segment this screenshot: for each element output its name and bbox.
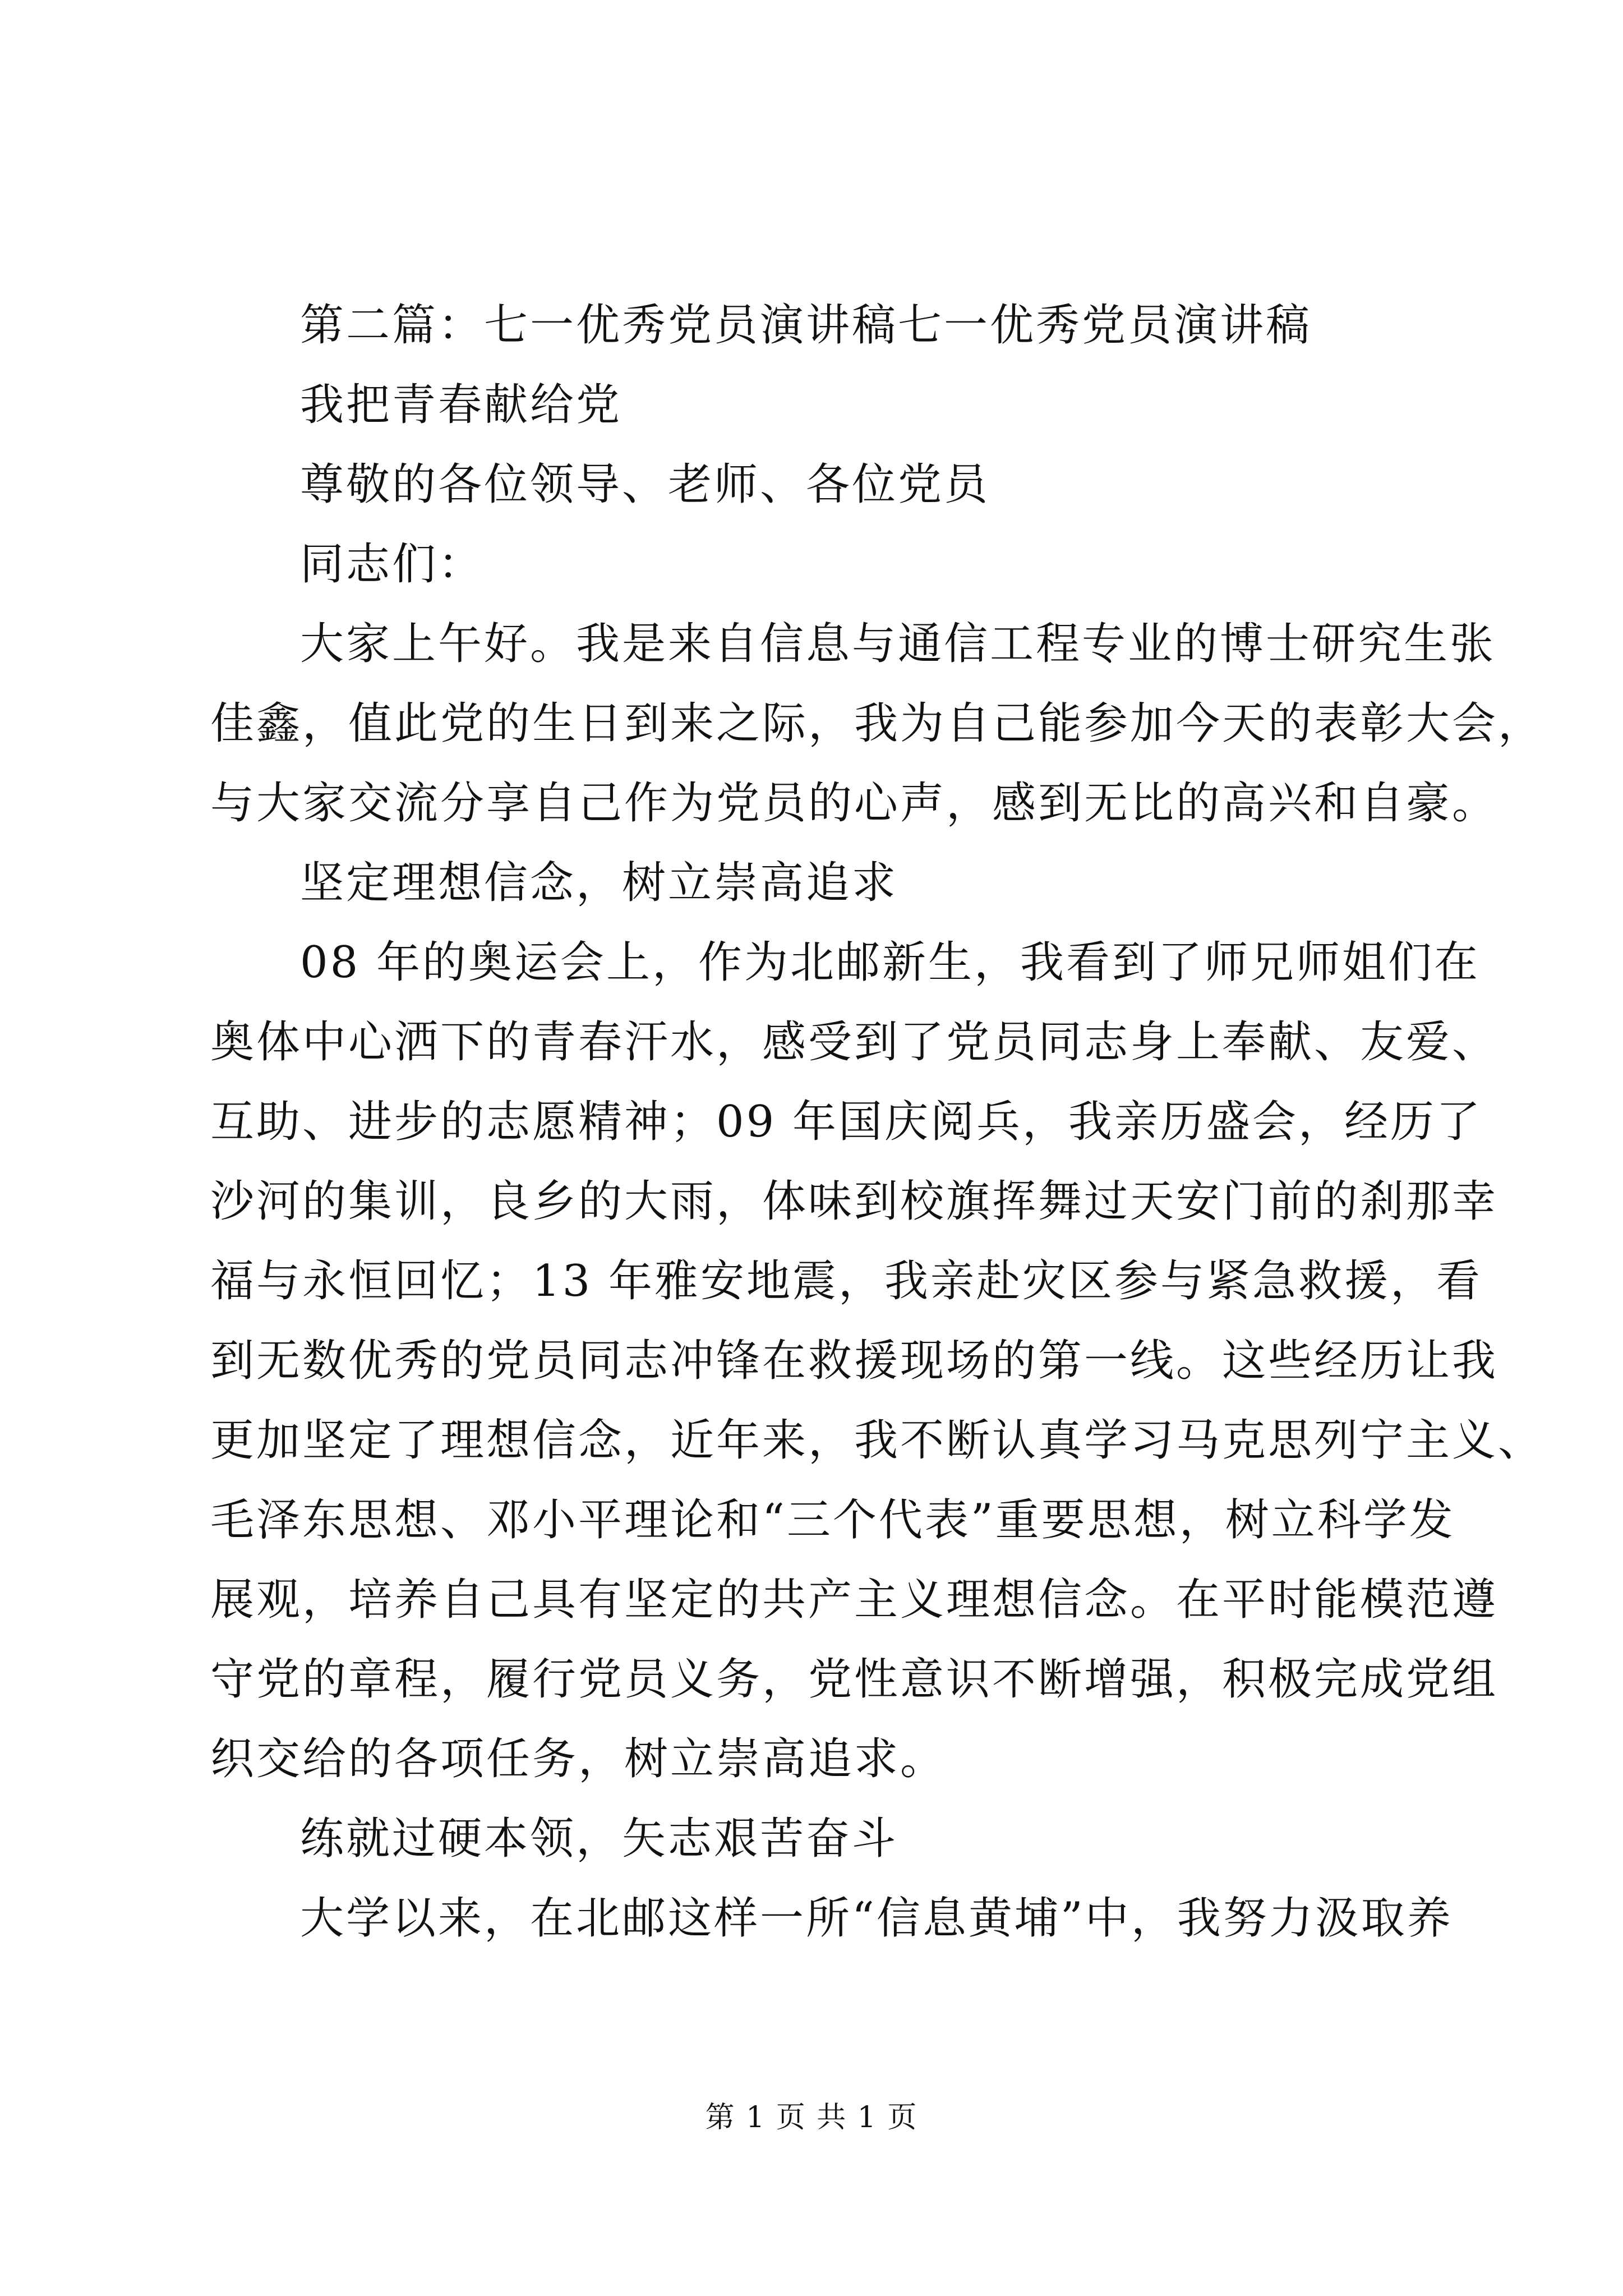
section-heading: 坚定理想信念，树立崇高追求 <box>300 858 898 908</box>
paragraph-line: 佳鑫，值此党的生日到来之际，我为自己能参加今天的表彰大会， <box>210 698 1544 749</box>
section1-paragraph <box>210 935 1544 1787</box>
paragraph-line: 大学以来，在北邮这样一所“信息黄埔”中，我努力汲取养 <box>300 1893 1453 1944</box>
paragraph-line: 展观，培养自己具有坚定的共产主义理想信念。在平时能模范遵 <box>210 1575 1498 1625</box>
greeting: 尊敬的各位领导、老师、各位党员 <box>300 459 990 510</box>
paragraph-line: 更加坚定了理想信念，近年来，我不断认真学习马克思列宁主义、 <box>210 1415 1544 1466</box>
paragraph-line: 奥体中心洒下的青春汗水，感受到了党员同志身上奉献、友爱、 <box>210 1017 1498 1068</box>
page-footer: 第 1 页 共 1 页 <box>705 2101 918 2134</box>
paragraph-line: 08 年的奥运会上，作为北邮新生，我看到了师兄师姐们在 <box>300 937 1481 988</box>
paragraph-line: 福与永恒回忆；13 年雅安地震，我亲赴灾区参与紧急救援，看 <box>210 1256 1483 1306</box>
paragraph-line: 毛泽东思想、邓小平理论和“三个代表”重要思想，树立科学发 <box>210 1495 1455 1545</box>
speech-title: 我把青春献给党 <box>300 380 623 430</box>
paragraph-line: 守党的章程，履行党员义务，党性意识不断增强，积极完成党组 <box>210 1654 1498 1705</box>
intro-paragraph <box>210 616 1544 831</box>
greeting-comrades: 同志们： <box>300 539 485 590</box>
document-title: 第二篇：七一优秀党员演讲稿七一优秀党员演讲稿 <box>300 300 1312 351</box>
paragraph-line: 互助、进步的志愿精神；09 年国庆阅兵，我亲历盛会，经历了 <box>210 1097 1483 1147</box>
section2-paragraph <box>210 1890 1453 1947</box>
document-body <box>210 297 1544 1970</box>
paragraph-line: 与大家交流分享自己作为党员的心声，感到无比的高兴和自豪。 <box>210 778 1498 829</box>
section-heading: 练就过硬本领，矢志艰苦奋斗 <box>300 1814 898 1864</box>
paragraph-line: 沙河的集训，良乡的大雨，体味到校旗挥舞过天安门前的刹那幸 <box>210 1176 1498 1227</box>
paragraph-line: 到无数优秀的党员同志冲锋在救援现场的第一线。这些经历让我 <box>210 1336 1498 1386</box>
paragraph-line: 大家上午好。我是来自信息与通信工程专业的博士研究生张 <box>300 619 1496 669</box>
paragraph-line: 织交给的各项任务，树立崇高追求。 <box>210 1734 947 1784</box>
